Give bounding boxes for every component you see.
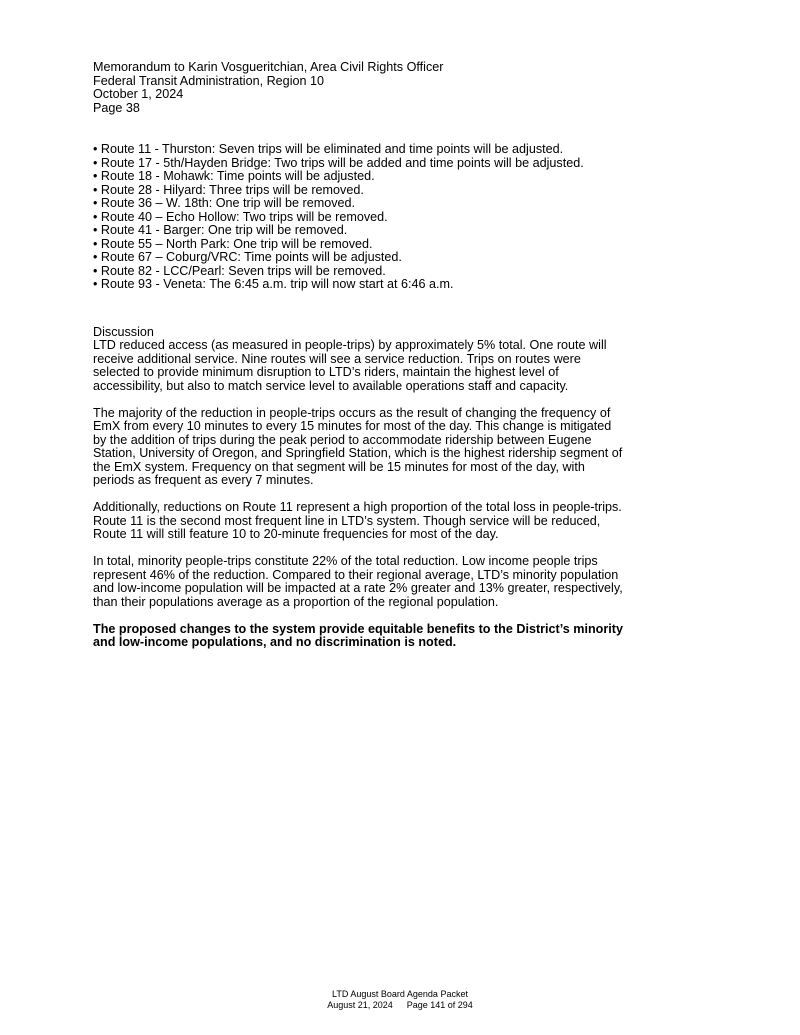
list-item: • Route 82 - LCC/Pearl: Seven trips will be removed. [93,263,386,278]
memo-header [93,61,713,115]
list-item: • Route 11 - Thurston: Seven trips will be eliminated and time points will be adjusted. [93,142,564,156]
list-item: • Route 28 - Hilyard: Three trips will be removed. [93,182,364,197]
paragraph-line: Station, University of Oregon, and Springfield Station, which is the highest ridership segment of [93,446,623,460]
list-item: • Route 36 – W. 18th: One trip will be removed. [93,196,356,210]
list-item: • Route 55 – North Park: One trip will be removed. [93,236,373,251]
paragraph-line: The proposed changes to the system provide equitable benefits to the District’s minority [93,621,623,636]
paragraph-line: The majority of the reduction in people-trips occurs as the result of changing the frequency of [93,405,611,420]
list-item: • Route 41 - Barger: One trip will be removed. [93,223,348,237]
paragraph-line: LTD reduced access (as measured in people-trips) by approximately 5% total. One route will [93,338,607,352]
discussion-paragraph-3 [93,501,713,542]
memo-page-number: Page 38 [93,100,140,115]
memo-agency: Federal Transit Administration, Region 10 [93,73,325,88]
footer-page-count: Page 141 of 294 [406,999,473,1010]
paragraph-line: and low-income population will be impacted at a rate 2% greater and 13% greater, respectively, [93,581,623,595]
paragraph-line: Route 11 will still feature 10 to 20-minute frequencies for most of the day. [93,527,499,541]
paragraph-line: and low-income populations, and no discrimination is noted. [93,635,457,649]
paragraph-line: represent 46% of the reduction. Compared to their regional average, LTD’s minority population [93,567,619,582]
paragraph-line: In total, minority people-trips constitute 22% of the total reduction. Low income people trips [93,554,598,568]
paragraph-line: periods as frequent as every 7 minutes. [93,473,314,487]
list-item: • Route 17 - 5th/Hayden Bridge: Two trips will be added and time points will be adjusted. [93,155,584,170]
list-item: • Route 40 – Echo Hollow: Two trips will be removed. [93,209,388,224]
route-change-list [93,143,713,292]
memo-recipient: Memorandum to Karin Vosgueritchian, Area Civil Rights Officer [93,60,444,74]
paragraph-line: the EmX system. Frequency on that segment will be 15 minutes for most of the day, with [93,459,585,474]
paragraph-line: Additionally, reductions on Route 11 represent a high proportion of the total loss in people-trips. [93,500,622,514]
paragraph-line: selected to provide minimum disruption to LTD’s riders, maintain the highest level of [93,365,559,379]
conclusion-statement [93,623,713,650]
footer-meta [0,1000,800,1011]
paragraph-line: by the addition of trips during the peak period to accommodate ridership between Eugene [93,432,592,447]
list-item: • Route 67 – Coburg/VRC: Time points will be adjusted. [93,250,402,264]
paragraph-line: accessibility, but also to match service level to available operations staff and capacity. [93,378,569,393]
paragraph-line: receive additional service. Nine routes will see a service reduction. Trips on routes were [93,351,581,366]
discussion-paragraph-2 [93,407,713,488]
paragraph-line: than their populations average as a proportion of the regional population. [93,594,499,609]
footer-packet-title: LTD August Board Agenda Packet [332,989,468,999]
page-footer [0,989,800,1010]
discussion-paragraph-1 [93,339,713,393]
footer-date: August 21, 2024 [327,999,393,1010]
list-item: • Route 93 - Veneta: The 6:45 a.m. trip will now start at 6:46 a.m. [93,277,454,291]
paragraph-line: EmX from every 10 minutes to every 15 minutes for most of the day. This change is mitigated [93,419,612,433]
list-item: • Route 18 - Mohawk: Time points will be adjusted. [93,169,375,183]
discussion-paragraph-4 [93,555,713,609]
memo-date: October 1, 2024 [93,87,184,101]
memo-page [93,61,713,663]
discussion-heading: Discussion [93,324,154,339]
paragraph-line: Route 11 is the second most frequent line in LTD’s system. Though service will be reduced, [93,513,601,528]
